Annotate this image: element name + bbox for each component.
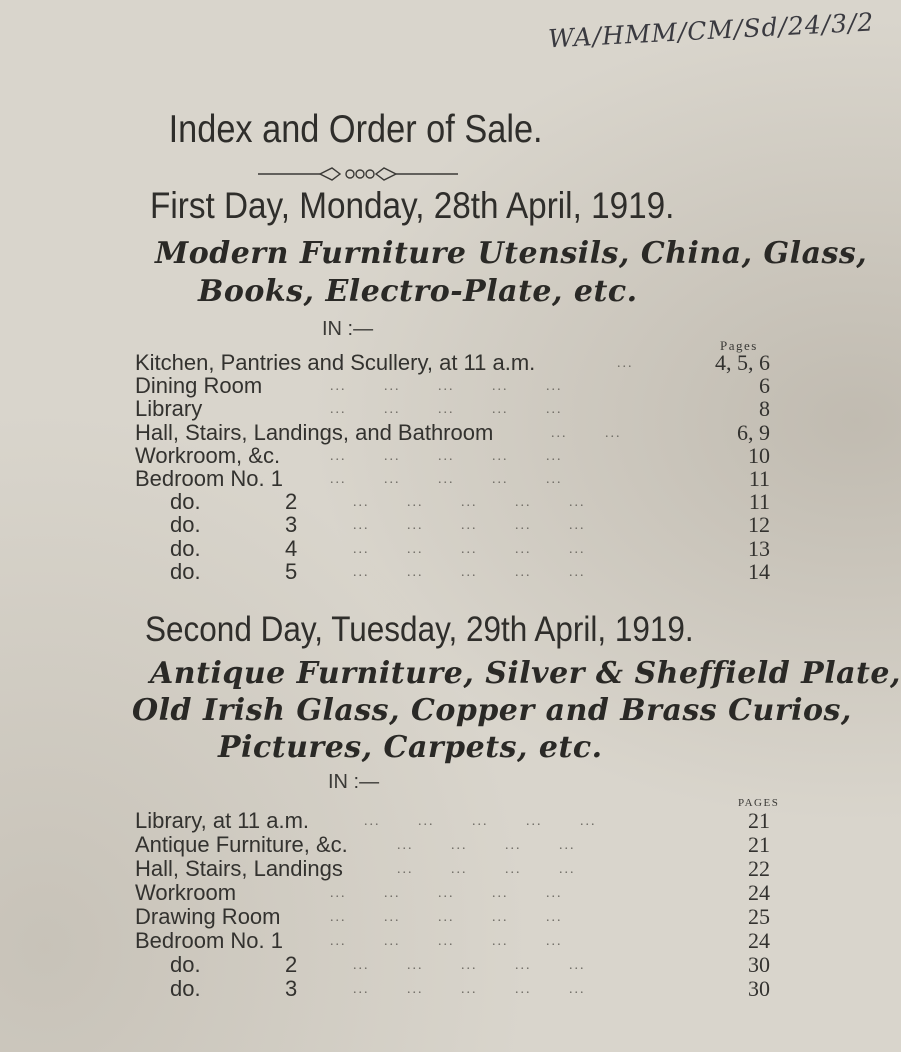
page-number: 11 bbox=[748, 489, 770, 515]
dot-leader: ... ... ... ... bbox=[397, 862, 608, 877]
room-number: 4 bbox=[285, 535, 298, 561]
index-row bbox=[0, 559, 800, 589]
room-name: Workroom bbox=[135, 880, 237, 905]
room-name: do. bbox=[170, 489, 201, 515]
page-number: 30 bbox=[748, 976, 770, 1001]
day1-pages-label: Pages bbox=[720, 338, 758, 353]
room-name: Drawing Room bbox=[135, 904, 281, 929]
dot-leader: ... ... ... ... ... bbox=[353, 495, 618, 511]
room-name: Hall, Stairs, Landings bbox=[135, 856, 343, 881]
day2-title: Second Day, Tuesday, 29th April, 1919. bbox=[145, 610, 694, 649]
dot-leader: ... ... ... ... ... bbox=[330, 910, 595, 925]
day1-subtitle-line2: Books, Electro-Plate, etc. bbox=[198, 274, 638, 309]
dot-leader: ... ... ... ... ... bbox=[330, 934, 595, 949]
page-number: 22 bbox=[748, 856, 770, 881]
day2-pages-label: PAGES bbox=[738, 797, 780, 809]
room-name: Bedroom No. 1 bbox=[135, 466, 283, 491]
dot-leader: ... ... ... ... ... bbox=[353, 518, 618, 534]
dot-leader: ... ... ... ... ... bbox=[330, 379, 595, 395]
dot-leader: ... ... ... ... ... bbox=[330, 886, 595, 901]
day2-subtitle-line1: Antique Furniture, Silver & Sheffield Plate, bbox=[150, 656, 901, 691]
dot-leader: ... ... ... ... ... bbox=[353, 564, 618, 580]
room-name: Antique Furniture, &c. bbox=[135, 832, 348, 857]
room-number: 5 bbox=[285, 558, 298, 584]
page-number: 21 bbox=[748, 832, 770, 857]
day1-in-label: IN :— bbox=[322, 318, 374, 340]
room-name: Hall, Stairs, Landings, and Bathroom bbox=[135, 419, 494, 445]
room-name: Kitchen, Pantries and Scullery, at 11 a.m. bbox=[135, 350, 536, 375]
room-number: 3 bbox=[285, 512, 298, 538]
room-name: do. bbox=[170, 535, 201, 561]
dot-leader: ... bbox=[617, 356, 666, 371]
room-name: do. bbox=[170, 952, 201, 977]
room-name: Dining Room bbox=[135, 373, 263, 399]
page-number: 6 bbox=[759, 373, 770, 399]
page-title: Index and Order of Sale. bbox=[168, 108, 543, 151]
day1-subtitle-line1: Modern Furniture Utensils, China, Glass, bbox=[155, 236, 868, 271]
room-name: Workroom, &c. bbox=[135, 442, 281, 468]
room-number: 2 bbox=[285, 489, 298, 515]
page-number: 25 bbox=[748, 904, 770, 929]
room-name: Library bbox=[135, 396, 203, 422]
dot-leader: ... ... ... ... ... bbox=[353, 541, 618, 557]
room-name: do. bbox=[170, 512, 201, 538]
ornament-divider bbox=[258, 163, 458, 185]
dot-leader: ... ... ... ... ... bbox=[330, 448, 595, 464]
room-number: 3 bbox=[285, 976, 298, 1001]
dot-leader: ... ... ... ... bbox=[397, 838, 608, 853]
page-number: 14 bbox=[748, 558, 770, 584]
page-number: 4, 5, 6 bbox=[715, 350, 770, 375]
handwritten-reference: WA/HMM/CM/Sd/24/3/2 bbox=[547, 7, 876, 54]
page-number: 24 bbox=[748, 880, 770, 905]
day2-subtitle-line2: Old Irish Glass, Copper and Brass Curios, bbox=[132, 693, 852, 728]
room-number: 2 bbox=[285, 952, 298, 977]
room-name: Library, at 11 a.m. bbox=[135, 808, 310, 833]
room-name: Bedroom No. 1 bbox=[135, 928, 283, 953]
page-number: 24 bbox=[748, 928, 770, 953]
dot-leader: ... ... ... ... ... bbox=[330, 402, 595, 418]
page-number: 12 bbox=[748, 512, 770, 538]
dot-leader: ... ... ... ... ... bbox=[364, 814, 629, 829]
dot-leader: ... ... ... ... ... bbox=[353, 982, 618, 997]
day2-in-label: IN :— bbox=[328, 771, 380, 793]
page-number: 6, 9 bbox=[737, 419, 770, 445]
day2-subtitle-line3: Pictures, Carpets, etc. bbox=[218, 730, 603, 765]
page-number: 13 bbox=[748, 535, 770, 561]
room-name: do. bbox=[170, 558, 201, 584]
dot-leader: ... ... bbox=[551, 425, 654, 441]
page-number: 30 bbox=[748, 952, 770, 977]
dot-leader: ... ... ... ... ... bbox=[353, 958, 618, 973]
page-number: 21 bbox=[748, 808, 770, 833]
room-name: do. bbox=[170, 976, 201, 1001]
dot-leader: ... ... ... ... ... bbox=[330, 472, 595, 487]
day1-title: First Day, Monday, 28th April, 1919. bbox=[150, 185, 675, 226]
page-number: 8 bbox=[759, 396, 770, 422]
page-number: 11 bbox=[748, 466, 770, 491]
index-row bbox=[0, 976, 800, 1006]
page-number: 10 bbox=[748, 442, 770, 468]
